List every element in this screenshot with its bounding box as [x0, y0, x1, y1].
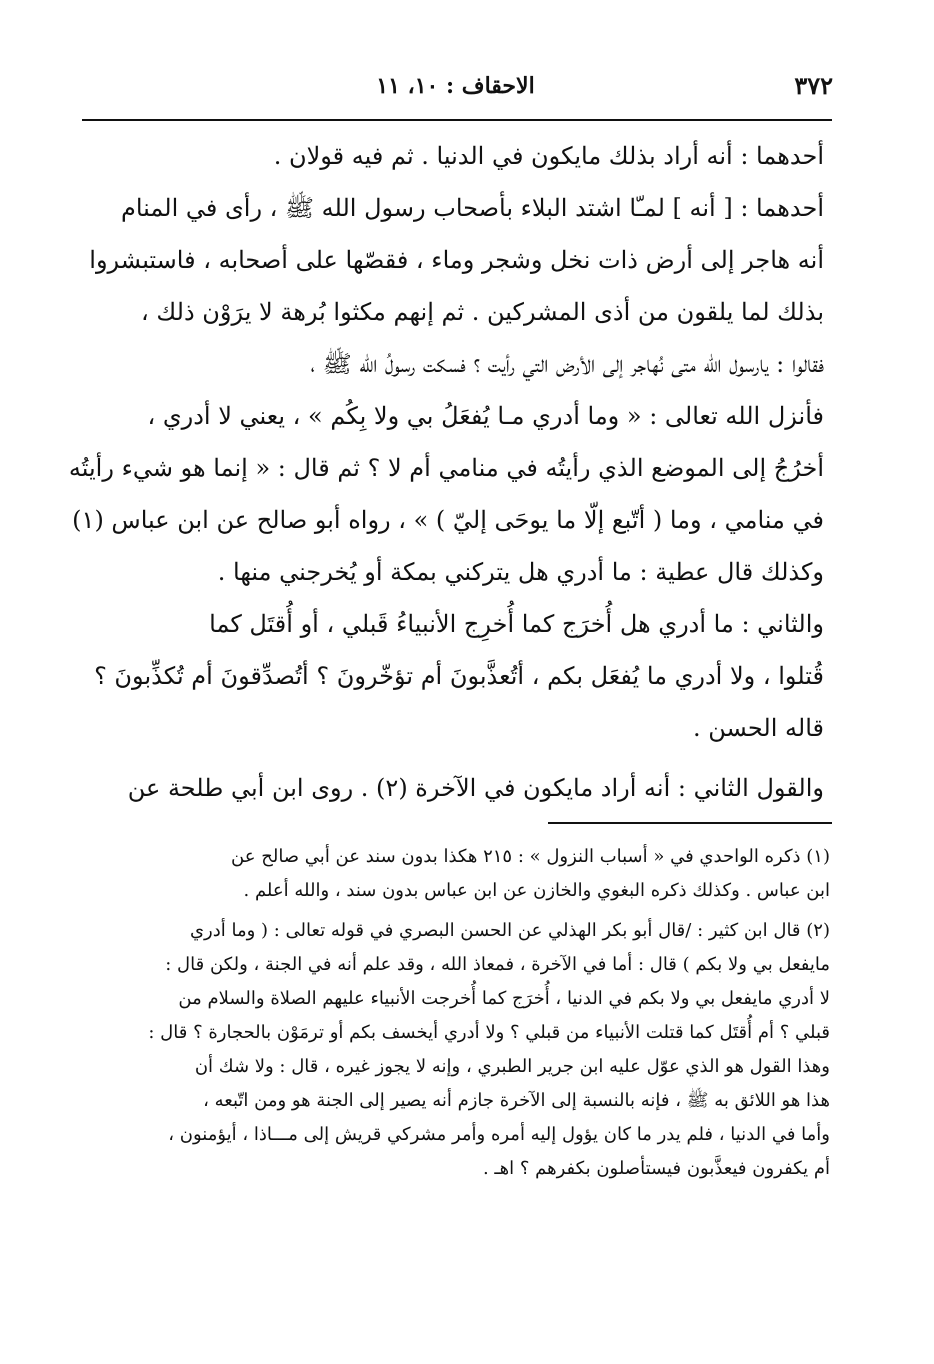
text-line: فقالوا : يارسول الله متى نُهاجر إلى الأرض التي رأيت ؟ فسكت رسولُ الله ﷺ ، [310, 350, 824, 378]
text-line: والقول الثاني : أنه أراد مايكون في الآخرة (٢) . روى ابن أبي طلحة عن [127, 774, 824, 802]
footnote-line: هذا هو اللائق به ﷺ ، فإنه بالنسبة إلى الآخرة جازم أنه يصير إلى الجنة هو ومن اتّبعه ، [203, 1090, 830, 1111]
text-line: أنه هاجر إلى أرض ذات نخل وشجر وماء ، فقصّها على أصحابه ، فاستبشروا [89, 246, 824, 274]
text-line: في منامي ، وما ( أتّبع إلّا ما يوحَى إليّ ) » ، رواه أبو صالح عن ابن عباس (١) [72, 506, 824, 534]
text-line: أحدهما : [ أنه ] لمـّا اشتد البلاء بأصحاب رسول الله ﷺ ، رأى في المنام [120, 194, 824, 222]
footnote-line: مايفعل بي ولا بكم ) قال : أما في الآخرة ، فمعاذ الله ، وقد علم أنه في الجنة ، ولكن قال : [165, 954, 830, 975]
text-line: أخرُجُ إلى الموضع الذي رأيتُه في منامي أم لا ؟ ثم قال : « إنما هو شيء رأيتُه [68, 454, 824, 482]
footnote-line: (١) ذكره الواحدي في « أسباب النزول » : ٢١٥ هكذا بدون سند عن أبي صالح عن [231, 846, 830, 867]
running-title: الاحقاف : ١٠، ١١ [376, 73, 535, 99]
footnote-line: قبلي ؟ أم أُقتَل كما قتلت الأنبياء من قبلي ؟ ولا أدري أيخسف بكم أو ترمَوْن بالحجارة ؟ قال : [148, 1022, 830, 1043]
footnotes [96, 840, 830, 1186]
footnote-line: أم يكفرون فيعذَّبون فيستأصلون بكفرهم ؟ اهـ . [482, 1158, 830, 1179]
footnote-line: وهذا القول هو الذي عوّل عليه ابن جرير الطبري ، وإنه لا يجوز غيره ، قال : ولا شك أن [194, 1056, 830, 1077]
text-line: وكذلك قال عطية : ما أدري هل يتركني بمكة أو يُخرجني منها . [217, 558, 824, 586]
footnote-rule [548, 822, 832, 824]
text-line: فأنزل الله تعالى : « وما أدري مـا يُفعَلُ بي ولا بِكُم » ، يعني لا أدري ، [147, 402, 824, 430]
header-rule [82, 119, 832, 121]
text-line: أحدهما : أنه أراد بذلك مايكون في الدنيا . ثم فيه قولان . [273, 142, 824, 170]
text-line: قُتلوا ، ولا أدري ما يُفعَل بكم ، أتُعذَّبونَ أم تؤخّرونَ ؟ أتُصدِّقونَ أم تُكذِّبونَ ؟ [94, 662, 824, 690]
page-header [78, 70, 833, 102]
footnote-line: وأما في الدنيا ، فلم يدر ما كان يؤول إليه أمره وأمر مشركي قريش إلى مـــاذا ، أيؤمنون ، [168, 1124, 830, 1145]
footnote-line: ابن عباس . وكذلك ذكره البغوي والخازن عن ابن عباس بدون سند ، والله أعلم . [243, 880, 830, 901]
text-line: والثاني : ما أدري هل أُخرَج كما أُخرِج الأنبياءُ قَبلي ، أو أُقتَل كما [209, 610, 824, 638]
footnote-line: (٢) قال ابن كثير : /قال أبو بكر الهذلي عن الحسن البصري في قوله تعالى : ( وما أدري [189, 920, 830, 941]
main-text [68, 130, 824, 814]
text-line: قاله الحسن . [692, 714, 824, 742]
page-number: ٣٧٢ [794, 71, 833, 100]
footnote-line: لا أدري مايفعل بي ولا بكم في الدنيا ، أُخرَج كما أُخرجت الأنبياء عليهم الصلاة والسلام من [178, 988, 830, 1009]
text-line: بذلك لما يلقون من أذى المشركين . ثم إنهم مكثوا بُرهة لا يرَوْن ذلك ، [141, 298, 824, 326]
